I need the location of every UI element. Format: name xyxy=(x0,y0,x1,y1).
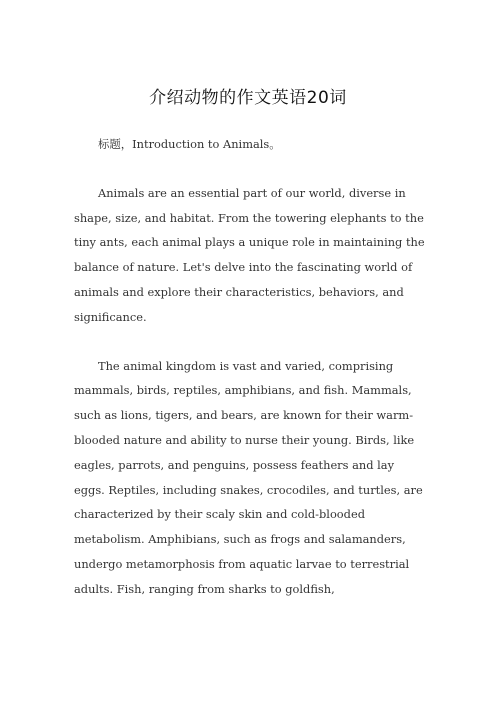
page-title: 介绍动物的作文英语20词 xyxy=(149,88,347,108)
body-paragraph: Animals are an essential part of our world, diverse in shape, size, and habitat. From the towering elephants to the tiny ants, each animal plays a unique role in maintaining the balance of nature. Let's delve into the fascinating world of animals and explore their characteristics, behaviors, and significance. xyxy=(74,185,425,324)
body-paragraph: The animal kingdom is vast and varied, comprising mammals, birds, reptiles, amphibians, and fish. Mammals, such as lions, tigers, and bears, are known for their warm-blooded nature and ability to nurse their young. Birds, like eagles, parrots, and penguins, possess feathers and lay eggs. Reptiles, including snakes, crocodiles, and turtles, are characterized by their scaly skin and cold-blooded metabolism. Amphibians, such as frogs and salamanders, undergo metamorphosis from aquatic larvae to terrestrial adults. Fish, ranging from sharks to goldfish, xyxy=(74,358,423,596)
document-body xyxy=(74,132,426,626)
subtitle-paragraph: 标题，Introduction to Animals。 xyxy=(98,137,281,151)
